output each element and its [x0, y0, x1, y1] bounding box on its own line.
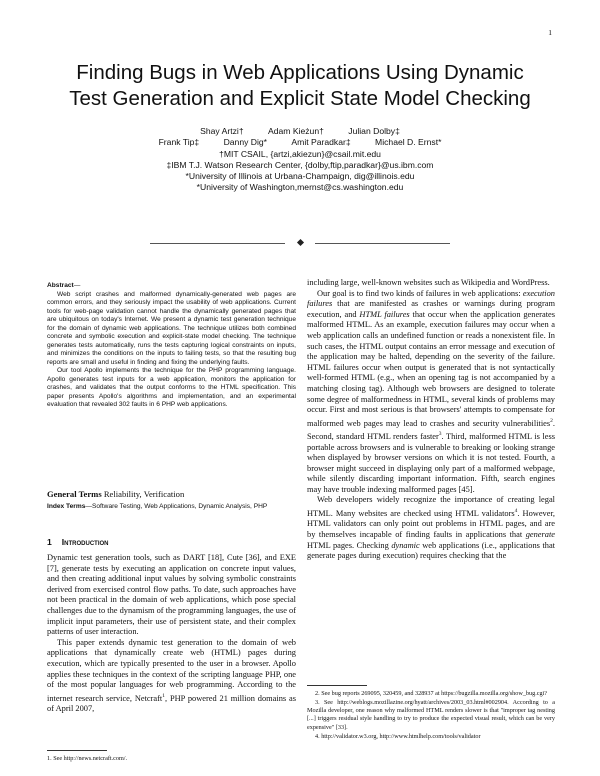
emphasis: generate: [525, 530, 555, 540]
footnote-ref: 1: [162, 692, 165, 699]
footnote-4: 4. http://validator.w3.org, http://www.htmlhelp.com/tools/validator: [315, 732, 481, 740]
footnote-2: 2. See bug reports 269095, 320459, and 328937 at https://bugzilla.mozilla.org/show_bug.cgi?: [315, 690, 548, 697]
author: Michael D. Ernst*: [375, 137, 442, 148]
text-run: HTML pages. Checking: [307, 540, 392, 550]
author-block: [0, 126, 600, 194]
text-run: that are manifested as crashes or warnings during program execution, and: [307, 299, 555, 319]
section-number: 1: [47, 537, 52, 547]
right-paragraph-0: including large, well-known websites such as Wikipedia and WordPress.: [307, 278, 550, 287]
author: Amit Paradkar‡: [291, 137, 351, 148]
intro-left-column: [47, 553, 296, 715]
author: Shay Artzi†: [200, 126, 244, 136]
section-title: Introduction: [61, 537, 109, 547]
abstract-paragraph-2: Our tool Apollo implements the technique for the PHP programming language. Apollo generates test inputs for a web application, monitors the application for crashes, and validates that the output conforms to the HTML specification. This paper presents Apollo's algorithms and implementation, and an experimental evaluation that revealed 302 faults in 6 PHP web applications.: [47, 367, 296, 408]
paper-title: [0, 60, 600, 112]
text-run: Web developers widely recognize the importance of creating legal HTML. Many websites are checked using HTML validators: [307, 495, 555, 518]
emphasis: HTML failures: [359, 309, 410, 319]
footnote-1: 1. See http://news.netcraft.com/.: [47, 755, 128, 762]
authors-row-1: [0, 126, 600, 137]
intro-paragraph-2: [47, 638, 296, 715]
abstract-paragraph-1: Web script crashes and malformed dynamically-generated web pages are common errors, and they seriously impact the usability of web applications. Current tools for web-page validation cannot handle the dynamically generated pages that are ubiquitous on today's Internet. We present a dynamic test generation technique for the domain of dynamic web applications. The technique utilizes both combined concrete and symbolic execution and explicit-state model checking. The technique generates tests automatically, runs the tests capturing logical constraints on inputs, and minimizes the conditions on the inputs to failing tests, so that the resulting bug reports are small and useful in finding and fixing the underlying faults.: [47, 290, 296, 366]
abstract-label: Abstract: [47, 282, 74, 289]
text-run: Our goal is to find two kinds of failures in web applications:: [317, 288, 523, 298]
right-footnotes: [307, 690, 555, 742]
emphasis: execution failures: [307, 288, 555, 309]
divider-line-right: [315, 243, 450, 244]
text-run: that occur when the application generates malformed HTML. As an example, execution failures may occur when a web application calls an undefined function or reads a nonexistent file. In such cases, the HTML output contains an error message and execution of the application may be halted, depending on the severity of the failure. HTML failures occur when output is generated that is not syntactically well-formed HTML (e.g., when an opening tag is not accompanied by a matching closing tag). Although web browsers are designed to tolerate some degree of malformedness in HTML, several kinds of problems may occur. First and most serious is that browsers' attempts to compensate for malformed web pages may lead to crashes and security vulnerabilities: [307, 309, 555, 428]
title-line-2: Test Generation and Explicit State Model Checking: [69, 87, 531, 110]
text-run: . Third, malformed HTML is less portable across browsers and is vulnerable to breaking or looking strange when displayed by browser versions on which it is not tested. Fourth, a browser might succeed in displaying only part of a malformed webpage, while silently discarding important information. Fifth, search engines may have trouble indexing malformed pages [45].: [307, 431, 556, 494]
general-terms-value: Reliability, Verification: [103, 489, 185, 499]
general-terms-label: General Terms: [47, 489, 102, 499]
text-run: web applications (i.e., applications that generate pages during execution) requires checking that the: [307, 540, 555, 561]
page-number: 1: [548, 28, 552, 37]
abstract: [47, 282, 296, 410]
index-terms-value: —Software Testing, Web Applications, Dynamic Analysis, PHP: [85, 503, 268, 510]
right-paragraph-1: [307, 289, 555, 496]
affiliation: *University of Washington,mernst@cs.washington.edu: [196, 182, 404, 193]
authors-row-2: [0, 137, 600, 148]
text-run: This paper extends dynamic test generation to the domain of web applications that dynamically create web (HTML) pages during execution, which are typically presented to the user in a browser. Apollo applies these techniques in the context of the scripting language PHP, one of the most popular languages for web programming. According to the internet research service, Netcraft: [47, 637, 296, 703]
diamond-icon: [296, 239, 303, 246]
author: Danny Dig*: [223, 137, 268, 148]
right-paragraph-2: [307, 495, 555, 561]
author: Frank Tip‡: [158, 137, 200, 148]
footnote-ref: 3: [438, 431, 442, 438]
affiliation: †MIT CSAIL, {artzi,akiezun}@csail.mit.edu: [219, 148, 381, 159]
footnote-ref: 4: [514, 508, 518, 515]
section-heading: [47, 537, 109, 547]
footnote-rule-left: [47, 750, 107, 751]
divider-line-left: [150, 243, 285, 244]
right-column: [307, 278, 555, 562]
index-terms: [47, 503, 296, 510]
affiliation: ‡IBM T.J. Watson Research Center, {dolby,ftip,paradkar}@us.ibm.com: [166, 159, 434, 170]
title-line-1: Finding Bugs in Web Applications Using Dynamic: [76, 61, 524, 84]
footnote-ref: 2: [550, 417, 553, 424]
author: Julian Dolby‡: [348, 126, 400, 136]
footnote-rule-right: [307, 685, 367, 686]
abstract-dash: —: [73, 282, 81, 289]
text-run: . However, HTML validators can only point out problems in HTML pages, and are by themselves incapable of finding faults in applications that: [307, 508, 555, 540]
emphasis: dynamic: [391, 540, 420, 550]
intro-paragraph-1: Dynamic test generation tools, such as DART [18], Cute [36], and EXE [7], generate tests by executing an application on concrete input values, and then creating additional input values by solving symbolic constraints derived from exercised control flow paths. To date, such approaches have not been practical in the domain of web applications, which pose special challenges due to the dynamism of the programming languages, the use of implicit input parameters, their use of persistent state, and their complex patterns of user interaction.: [47, 553, 296, 637]
index-terms-label: Index Terms: [47, 503, 86, 510]
text-run: . Second, standard HTML renders faster: [307, 418, 555, 441]
affiliation: *University of Illinois at Urbana-Champaign, dig@illinois.edu: [185, 171, 415, 182]
author: Adam Kieżun†: [267, 126, 324, 136]
text-run: , PHP powered 21 million domains as of April 2007,: [47, 693, 296, 714]
section-divider: [150, 239, 450, 247]
general-terms: [47, 489, 296, 499]
footnote-3: 3. See http://weblogs.mozillazine.org/hyatt/archives/2003_03.html#002904. According to a Mozilla developer, one reason why malformed HTML renders slower is that "improper tag nesting [...] triggers residual style handling to try to produce the expected visual result, which can be very expensive" [33].: [307, 698, 555, 731]
